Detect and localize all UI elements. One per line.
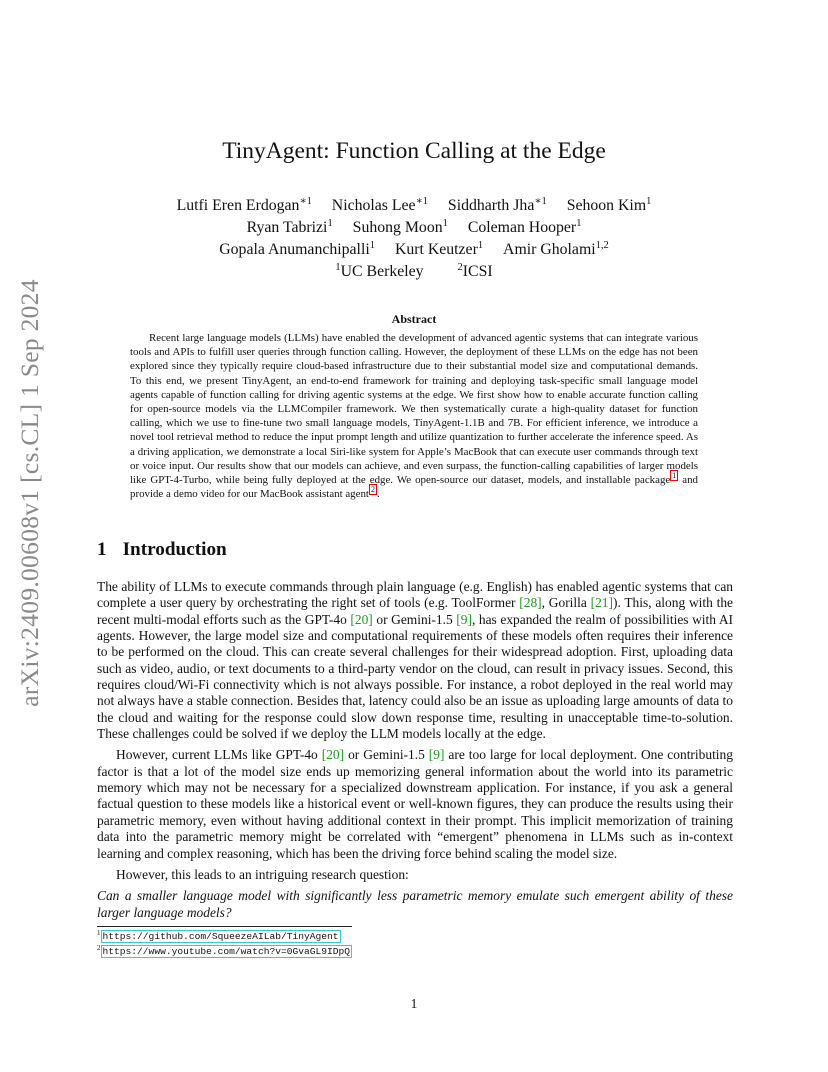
section-heading bbox=[97, 539, 227, 561]
author: Siddharth Jha$^{∗1}$ bbox=[447, 196, 547, 214]
author: Suhong Moon$^1$ bbox=[352, 218, 448, 236]
citation-link[interactable]: [20] bbox=[350, 611, 373, 627]
research-question: Can a smaller language model with significantly less parametric memory emulate such emergent ability of these larger language models? bbox=[97, 888, 733, 920]
section-number: 1 bbox=[97, 539, 107, 560]
citation-link[interactable]: [28] bbox=[519, 595, 542, 611]
footnote: $^2$ https://www.youtube.com/watch?v=0GvaGL9IDpQ bbox=[97, 944, 351, 957]
affiliation: $^1$UC Berkeley bbox=[335, 262, 424, 280]
author-row bbox=[0, 195, 828, 217]
body-text bbox=[97, 579, 733, 926]
paragraph: However, current LLMs like GPT-4o [20] or Gemini-1.5 [9] are too large for local deployment. One contributing factor is that a lot of the model size ends up memorizing general information about the world into its parametric memory which may not be necessary for a specialized downstream application. For instance, if you ask a general factual question to these models like a historical event or well-known figures, they can produce the results using their parametric memory, even without having additional context in their prompt. This implicit memorization of training data into the parametric memory might be correlated with “emergent” phenomena in LLMs such as in-context learning and complex reasoning, which has been the driving force behind scaling the model size. bbox=[97, 747, 733, 861]
page-number: 1 bbox=[410, 996, 418, 1011]
footnote-rule bbox=[97, 926, 352, 927]
author: Coleman Hooper$^1$ bbox=[467, 218, 582, 236]
author: Ryan Tabrizi$^1$ bbox=[246, 218, 333, 236]
arxiv-sidebar-stamp bbox=[12, 279, 48, 707]
footnote: $^1$ https://github.com/SqueezeAILab/TinyAgent bbox=[97, 929, 339, 942]
citation-link[interactable]: [9] bbox=[428, 747, 445, 763]
citation-link[interactable]: [9] bbox=[456, 611, 472, 627]
footnote-url-link[interactable]: https://github.com/SqueezeAILab/TinyAgent bbox=[102, 931, 339, 942]
author: Sehoon Kim$^1$ bbox=[566, 196, 652, 214]
footnotes bbox=[97, 929, 352, 959]
author: Kurt Keutzer$^1$ bbox=[394, 240, 484, 258]
author-row bbox=[0, 239, 828, 261]
footnote-link[interactable]: 2 bbox=[370, 485, 375, 495]
section-title: Introduction bbox=[122, 539, 227, 560]
citation-link[interactable]: [20] bbox=[321, 747, 345, 763]
author-block bbox=[0, 195, 828, 283]
author: Amir Gholami$^{1,2}$ bbox=[503, 240, 609, 258]
abstract-heading: Abstract bbox=[391, 312, 437, 326]
author-row bbox=[0, 217, 828, 239]
affiliation-row bbox=[0, 261, 828, 283]
author: Nicholas Lee$^{∗1}$ bbox=[331, 196, 428, 214]
paragraph: However, this leads to an intriguing research question: bbox=[116, 866, 409, 882]
footnote-url-link[interactable]: https://www.youtube.com/watch?v=0GvaGL9IDpQ bbox=[102, 946, 351, 957]
abstract-body: Recent large language models (LLMs) have enabled the development of advanced agentic systems that can integrate various tools and APIs to fulfill user queries through function calling. However, the deployment of these LLMs on the edge has not been explored since they typically require cloud-based infrastructure due to their substantial model size and computational demands. To this end, we present TinyAgent, an end-to-end framework for training and deploying task-specific small language model agents capable of function calling for driving agentic systems at the edge. We first show how to enable accurate function calling for open-source models via the LLMCompiler framework. We then systematically curate a high-quality dataset for function calling, which we use to fine-tune two small language models, TinyAgent-1.1B and 7B. For efficient inference, we introduce a novel tool retrieval method to reduce the input prompt length and utilize quantization to further accelerate the inference speed. As a driving application, we demonstrate a local Siri-like system for Apple’s MacBook that can execute user commands through text or voice input. Our results show that our models can achieve, and even surpass, the function-calling capabilities of larger models like GPT-4-Turbo, while being fully deployed at the edge. We open-source our dataset, models, and installable package $^1$ and provide a demo video for our MacBook assistant agent $^2$ . bbox=[130, 332, 698, 501]
citation-link[interactable]: [21] bbox=[590, 595, 613, 611]
affiliation: $^2$ICSI bbox=[457, 262, 493, 280]
arxiv-identifier: arXiv:2409.00608v1 [cs.CL] 1 Sep 2024 bbox=[15, 279, 44, 707]
paper-title: TinyAgent: Function Calling at the Edge bbox=[222, 138, 606, 164]
paragraph: The ability of LLMs to execute commands through plain language (e.g. English) has enabled agentic systems that can complete a user query by orchestrating the right set of tools (e.g. ToolFormer [28], Gorilla [21]). This, along with the recent multi-modal efforts such as the GPT-4o [20] or Gemini-1.5 [9], has expanded the realm of possibilities with AI agents. However, the large model size and computational requirements of these models often requires their inference to be performed on the cloud. This can create several challenges for their widespread adoption. First, uploading data such as video, audio, or text documents to a third-party vendor on the cloud, can result in privacy issues. Second, this requires cloud/Wi-Fi connectivity which is not always possible. For instance, a robot deployed in the real world may not always have a stable connection. Besides that, latency could also be an issue as uploading large amounts of data to the cloud and waiting for the response could slow down response time, resulting in unacceptable time-to-solution. These challenges could be solved if we deploy the LLM models locally at the edge. bbox=[97, 579, 734, 742]
author: Gopala Anumanchipalli$^1$ bbox=[219, 240, 375, 258]
author: Lutfi Eren Erdogan$^{∗1}$ bbox=[176, 196, 312, 214]
footnote-link[interactable]: 1 bbox=[672, 471, 677, 481]
